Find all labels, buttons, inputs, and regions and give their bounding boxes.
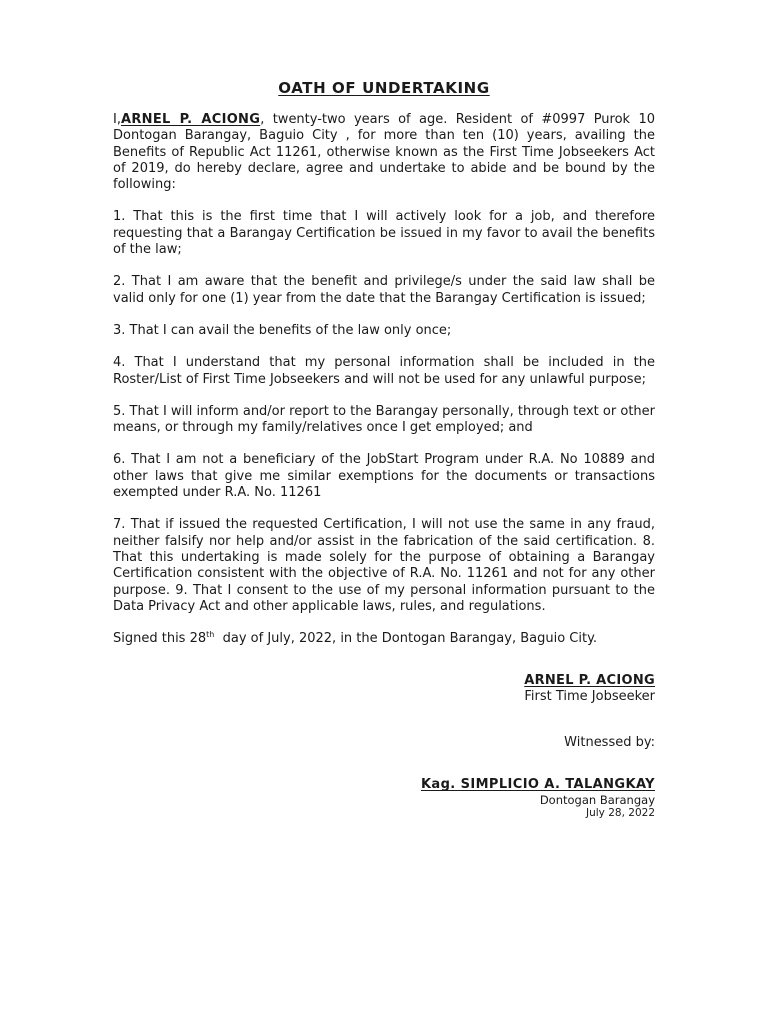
clause-7-9: 7. That if issued the requested Certification, I will not use the same in any fraud, neither falsify nor help and/or assist in the fabrication of the said certification. 8. That this undertaking is made solely for the purpose of obtaining a Barangay Certification consistent with the objective of R.A. No. 11261 and not for any other purpose. 9. That I consent to the use of my personal information pursuant to the Data Privacy Act and other applicable laws, rules, and regulations. <box>113 517 655 614</box>
document-title: OATH OF UNDERTAKING <box>278 79 490 97</box>
witness-place: Dontogan Barangay <box>539 793 655 808</box>
clause-2: 2. That I am aware that the benefit and privilege/s under the said law shall be valid only for one (1) year from the date that the Barangay Certification is issued; <box>113 274 655 306</box>
oath-document <box>113 78 655 820</box>
signed-statement <box>113 631 655 647</box>
signatory-block <box>113 673 655 705</box>
signed-prefix: Signed this 28 <box>113 631 207 647</box>
witnessed-by-label: Witnessed by: <box>564 735 655 751</box>
signatory-name: ARNEL P. ACIONG <box>524 673 655 689</box>
clause-5: 5. That I will inform and/or report to the Barangay personally, through text or other means, or through my family/relatives once I get employed; and <box>113 403 655 436</box>
witness-name: Kag. SIMPLICIO A. TALANGKAY <box>420 777 655 793</box>
signatory-role: First Time Jobseeker <box>524 689 655 705</box>
clause-6: 6. That I am not a beneficiary of the JobStart Program under R.A. No 10889 and other laws that give me similar exemptions for the documents or transactions exempted under R.A. No. 11261 <box>113 452 655 501</box>
witness-date: July 28, 2022 <box>586 807 655 820</box>
intro-body: , twenty-two years of age. Resident of #0997 Purok 10 Dontogan Barangay, Baguio City , for more than ten (10) years, availing the Benefits of Republic Act 11261, otherwise known as the First Time Jobseekers Act of 2019, do hereby declare, agree and undertake to abide and be bound by the following: <box>113 112 655 193</box>
witness-block <box>113 777 655 820</box>
declarant-name: ARNEL P. ACIONG <box>120 112 261 127</box>
clause-4: 4. That I understand that my personal information shall be included in the Roster/List of First Time Jobseekers and will not be used for any unlawful purpose; <box>113 355 655 387</box>
clause-3: 3. That I can avail the benefits of the law only once; <box>113 322 452 338</box>
intro-prefix: I, <box>113 112 121 127</box>
clause-1: 1. That this is the first time that I will actively look for a job, and therefore requesting that a Barangay Certification be issued in my favor to avail the benefits of the law; <box>113 209 655 258</box>
signed-ordinal-suffix: th <box>206 630 215 640</box>
signed-suffix: day of July, 2022, in the Dontogan Barangay, Baguio City. <box>214 631 598 647</box>
intro-paragraph <box>113 112 655 193</box>
